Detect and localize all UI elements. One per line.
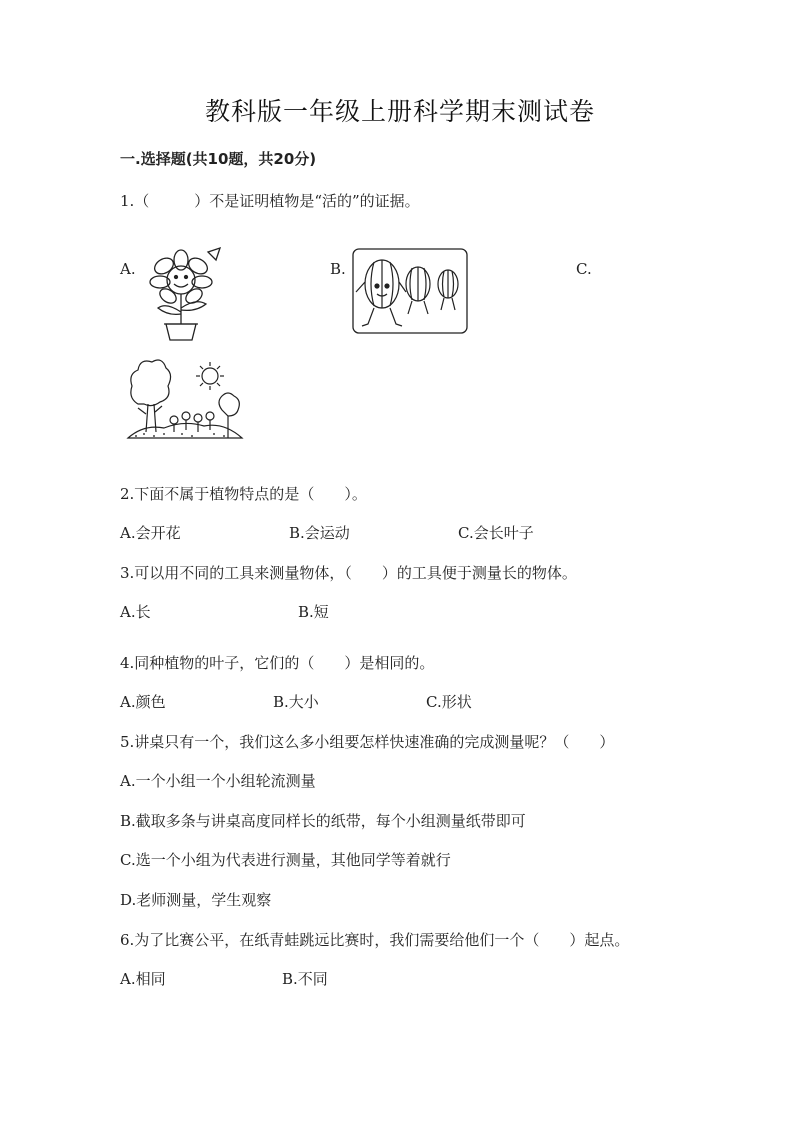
q2-option-a: A.会开花 bbox=[120, 524, 181, 542]
q2-option-c: C.会长叶子 bbox=[458, 524, 534, 542]
q6-option-a: A.相同 bbox=[120, 970, 166, 988]
section-heading: 一.选择题(共10题，共20分) bbox=[120, 150, 317, 168]
question-4: 4.同种植物的叶子，它们的（ ）是相同的。 bbox=[120, 654, 435, 672]
page-title: 教科版一年级上册科学期末测试卷 bbox=[204, 97, 595, 126]
tree-garden-scene-icon bbox=[124, 354, 244, 446]
q1-option-c: C. bbox=[576, 260, 592, 278]
question-5: 5.讲桌只有一个，我们这么多小组要怎样快速准确的完成测量呢？（ ） bbox=[120, 733, 615, 751]
q3-option-b: B.短 bbox=[298, 603, 329, 621]
q1-option-a: A. bbox=[120, 260, 136, 278]
q4-option-a: A.颜色 bbox=[120, 693, 166, 711]
q5-option-d: D.老师测量，学生观察 bbox=[120, 891, 272, 909]
q3-option-a: A.长 bbox=[120, 603, 151, 621]
q4-option-b: B.大小 bbox=[273, 693, 319, 711]
question-1: 1.（ ）不是证明植物是“活的”的证据。 bbox=[120, 192, 420, 210]
q5-option-c: C.选一个小组为代表进行测量，其他同学等着就行 bbox=[120, 851, 451, 869]
q1-option-b: B. bbox=[330, 260, 346, 278]
q6-option-b: B.不同 bbox=[282, 970, 328, 988]
q2-option-b: B.会运动 bbox=[289, 524, 350, 542]
question-2: 2.下面不属于植物特点的是（ ）。 bbox=[120, 485, 367, 503]
walking-watermelons-icon bbox=[352, 248, 468, 334]
q4-option-c: C.形状 bbox=[426, 693, 472, 711]
question-6: 6.为了比赛公平，在纸青蛙跳远比赛时，我们需要给他们一个（ ）起点。 bbox=[120, 931, 630, 949]
question-3: 3.可以用不同的工具来测量物体，（ ）的工具便于测量长的物体。 bbox=[120, 564, 577, 582]
q5-option-b: B.截取多条与讲桌高度同样长的纸带，每个小组测量纸带即可 bbox=[120, 812, 526, 830]
flower-pot-icon bbox=[136, 246, 226, 342]
q5-option-a: A.一个小组一个小组轮流测量 bbox=[120, 772, 316, 790]
